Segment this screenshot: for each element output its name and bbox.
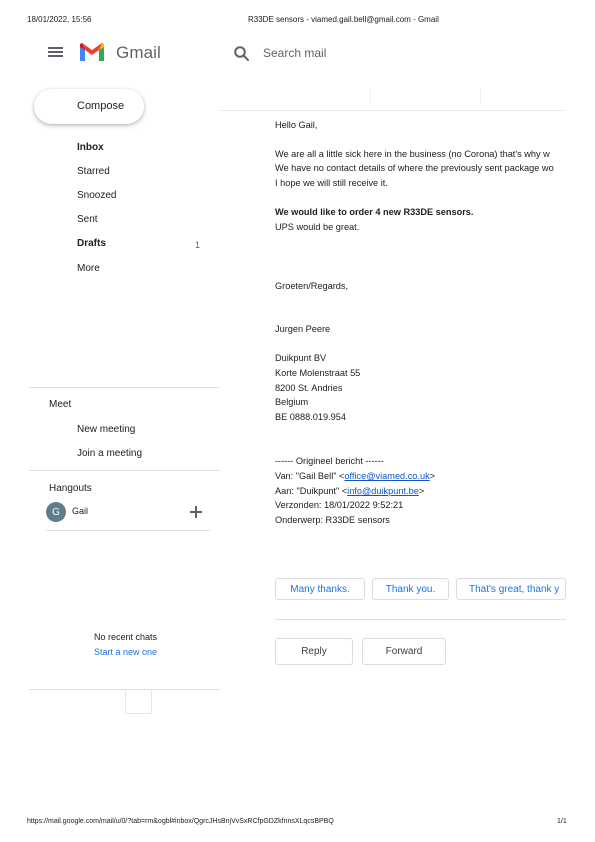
smart-reply-great[interactable]: That's great, thank y <box>456 578 566 600</box>
email-line-city: 8200 St. Andries <box>275 383 343 393</box>
toolbar-segment <box>260 88 371 103</box>
avatar[interactable]: G <box>46 502 66 522</box>
email-line-1: We are all a little sick here in the business (no Corona) that's why w <box>275 149 550 159</box>
reply-button[interactable]: Reply <box>275 638 353 665</box>
email-van-suffix: > <box>429 471 436 481</box>
search-input[interactable]: Search mail <box>263 46 327 60</box>
email-line-greeting: Hello Gail, <box>275 120 318 130</box>
actions-divider <box>275 619 566 620</box>
hangouts-title: Hangouts <box>49 483 92 494</box>
email-van-prefix: Van: "Gail Bell" < <box>275 471 345 481</box>
email-line-street: Korte Molenstraat 55 <box>275 368 361 378</box>
sidebar-item-snoozed[interactable]: Snoozed <box>77 190 117 201</box>
email-van-link[interactable]: office@viamed.co.uk <box>344 471 430 481</box>
compose-label: Compose <box>77 100 125 112</box>
meet-title: Meet <box>49 399 72 410</box>
sidebar-item-starred[interactable]: Starred <box>77 166 110 177</box>
forward-button[interactable]: Forward <box>362 638 446 665</box>
email-aan-link[interactable]: info@duikpunt.be <box>347 486 419 496</box>
search-icon[interactable] <box>233 45 251 63</box>
bottom-tab <box>125 690 152 714</box>
drafts-count: 1 <box>195 240 201 250</box>
email-line-2: We have no contact details of where the previously sent package wo <box>275 163 554 173</box>
start-new-chat-link[interactable]: Start a new one <box>94 647 158 657</box>
email-line-onderwerp: Onderwerp: R33DE sensors <box>275 515 390 525</box>
email-line-original-header: ------ Origineel bericht ------ <box>275 456 384 466</box>
sidebar-item-drafts[interactable]: Drafts <box>77 238 106 249</box>
email-aan-prefix: Aan: "Duikpunt" < <box>275 486 348 496</box>
footer-url: https://mail.google.com/mail/u/0/?tab=rm&ogbl#inbox/QgrcJHsBnjVvSxRCfpGDZkfnnsXLqcsBPBQ <box>27 818 334 825</box>
join-meeting-link[interactable]: Join a meeting <box>77 448 143 459</box>
footer-page-number: 1/1 <box>557 818 567 825</box>
email-line-aan <box>275 484 566 499</box>
sidebar-divider <box>29 387 220 388</box>
new-meeting-link[interactable]: New meeting <box>77 424 136 435</box>
sidebar-item-inbox[interactable]: Inbox <box>77 142 104 153</box>
sidebar-item-sent[interactable]: Sent <box>77 214 98 225</box>
hangouts-divider <box>46 530 210 531</box>
hangouts-contact-name[interactable]: Gail <box>72 506 89 516</box>
email-line-regards: Groeten/Regards, <box>275 281 349 291</box>
menu-icon[interactable] <box>48 45 65 59</box>
email-line-order: We would like to order 4 new R33DE sensors. <box>275 207 474 217</box>
email-aan-suffix: > <box>418 486 425 496</box>
plus-icon[interactable] <box>190 506 202 518</box>
email-line-3: I hope we will still receive it. <box>275 178 388 188</box>
print-datetime: 18/01/2022, 15:56 <box>27 15 92 24</box>
app-name: Gmail <box>116 43 161 62</box>
sidebar-item-more[interactable]: More <box>77 263 100 274</box>
gmail-logo-icon[interactable] <box>78 40 106 64</box>
email-line-van <box>275 469 566 484</box>
email-line-verzonden: Verzonden: 18/01/2022 9:52:21 <box>275 500 404 510</box>
toolbar-segment <box>370 88 481 103</box>
email-line-vat: BE 0888.019.954 <box>275 412 347 422</box>
email-line-country: Belgium <box>275 397 309 407</box>
email-line-name: Jurgen Peere <box>275 324 331 334</box>
no-recent-chats: No recent chats <box>94 632 158 642</box>
print-title: R33DE sensors - viamed.gail.bell@gmail.com - Gmail <box>248 15 439 24</box>
email-line-ups: UPS would be great. <box>275 222 360 232</box>
smart-reply-thank-you[interactable]: Thank you. <box>372 578 449 600</box>
meet-divider <box>29 470 220 471</box>
email-line-company: Duikpunt BV <box>275 353 327 363</box>
email-toolbar <box>220 81 566 111</box>
smart-reply-many-thanks[interactable]: Many thanks. <box>275 578 365 600</box>
